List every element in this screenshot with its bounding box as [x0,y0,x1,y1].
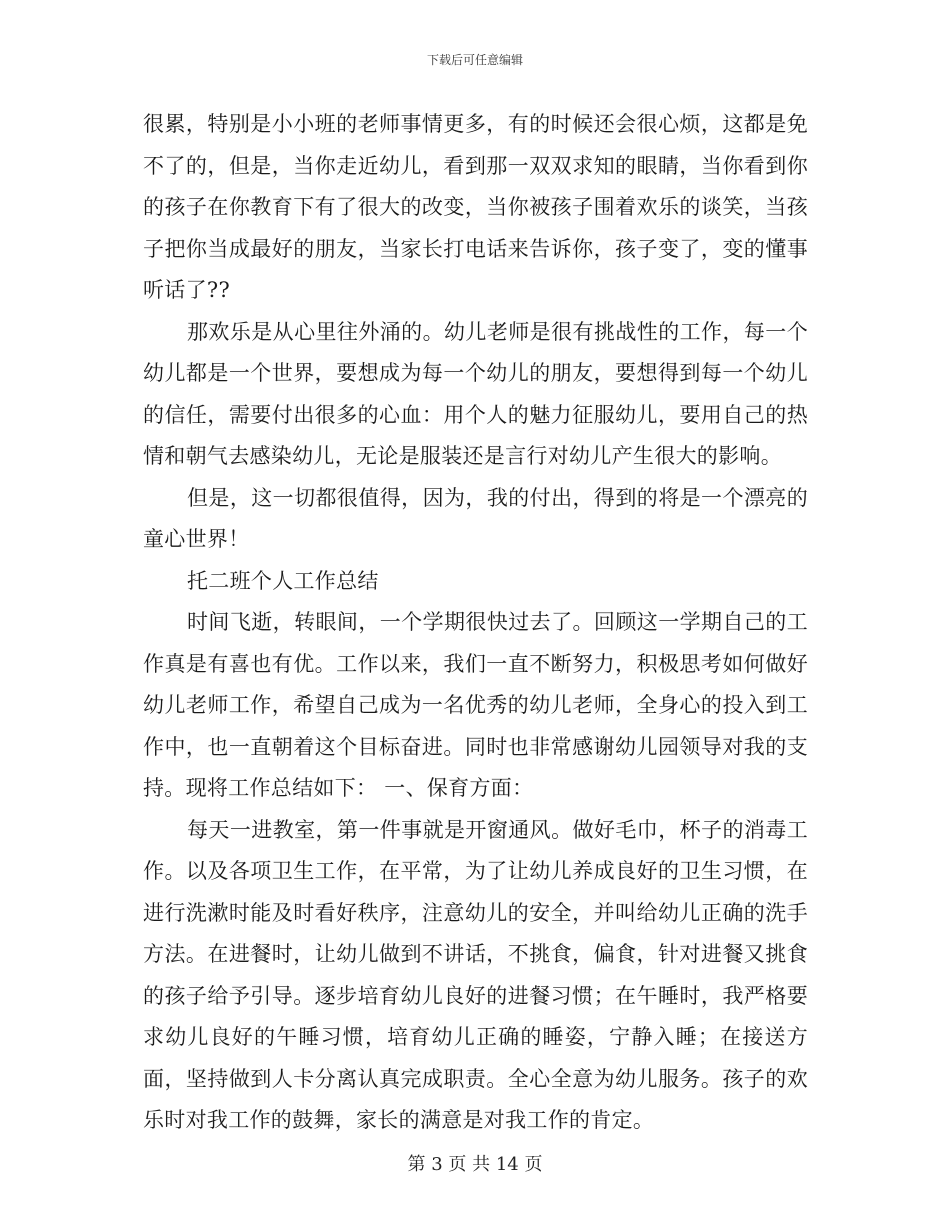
paragraph-5: 时间飞逝，转眼间，一个学期很快过去了。回顾这一学期自己的工作真是有喜也有优。工作以来，我们一直不断努力，积极思考如何做好幼儿老师工作，希望自己成为一名优秀的幼儿老师，全身心的投入到工作中，也一直朝着这个目标奋进。同时也非常感谢幼儿园领导对我的支持。现将工作总结如下： 一、保育方面： [143,610,808,800]
page-header: 下载后可任意编辑 [426,53,523,67]
paragraph-6: 每天一进教室，第一件事就是开窗通风。做好毛巾，杯子的消毒工作。以及各项卫生工作，在平常，为了让幼儿养成良好的卫生习惯，在进行洗漱时能及时看好秩序，注意幼儿的安全，并叫给幼儿正确的洗手方法。在进餐时，让幼儿做到不讲话，不挑食，偏食，针对进餐又挑食的孩子给予引导。逐步培育幼儿良好的进餐习惯；在午睡时，我严格要求幼儿良好的午睡习惯，培育幼儿正确的睡姿，宁静入睡；在接送方面，坚持做到人卡分离认真完成职责。全心全意为幼儿服务。孩子的欢乐时对我工作的鼓舞，家长的满意是对我工作的肯定。 [143,817,808,1132]
document-body [143,104,808,1142]
paragraph-2: 那欢乐是从心里往外涌的。幼儿老师是很有挑战性的工作，每一个幼儿都是一个世界，要想成为每一个幼儿的朋友，要想得到每一个幼儿的信任，需要付出很多的心血：用个人的魅力征服幼儿，要用自己的热情和朝气去感染幼儿，无论是服装还是言行对幼儿产生很大的影响。 [143,319,808,468]
paragraph-1: 很累，特别是小小班的老师事情更多，有的时候还会很心烦，这都是免不了的，但是，当你走近幼儿，看到那一双双求知的眼睛，当你看到你的孩子在你教育下有了很大的改变，当你被孩子围着欢乐的谈笑，当孩子把你当成最好的朋友，当家长打电话来告诉你，孩子变了，变的懂事听话了?? [143,112,808,302]
page-number-footer: 第 3 页 共 14 页 [407,1154,543,1175]
section-title: 托二班个人工作总结 [187,568,379,593]
paragraph-3: 但是，这一切都很值得，因为，我的付出，得到的将是一个漂亮的童心世界！ [143,485,808,551]
